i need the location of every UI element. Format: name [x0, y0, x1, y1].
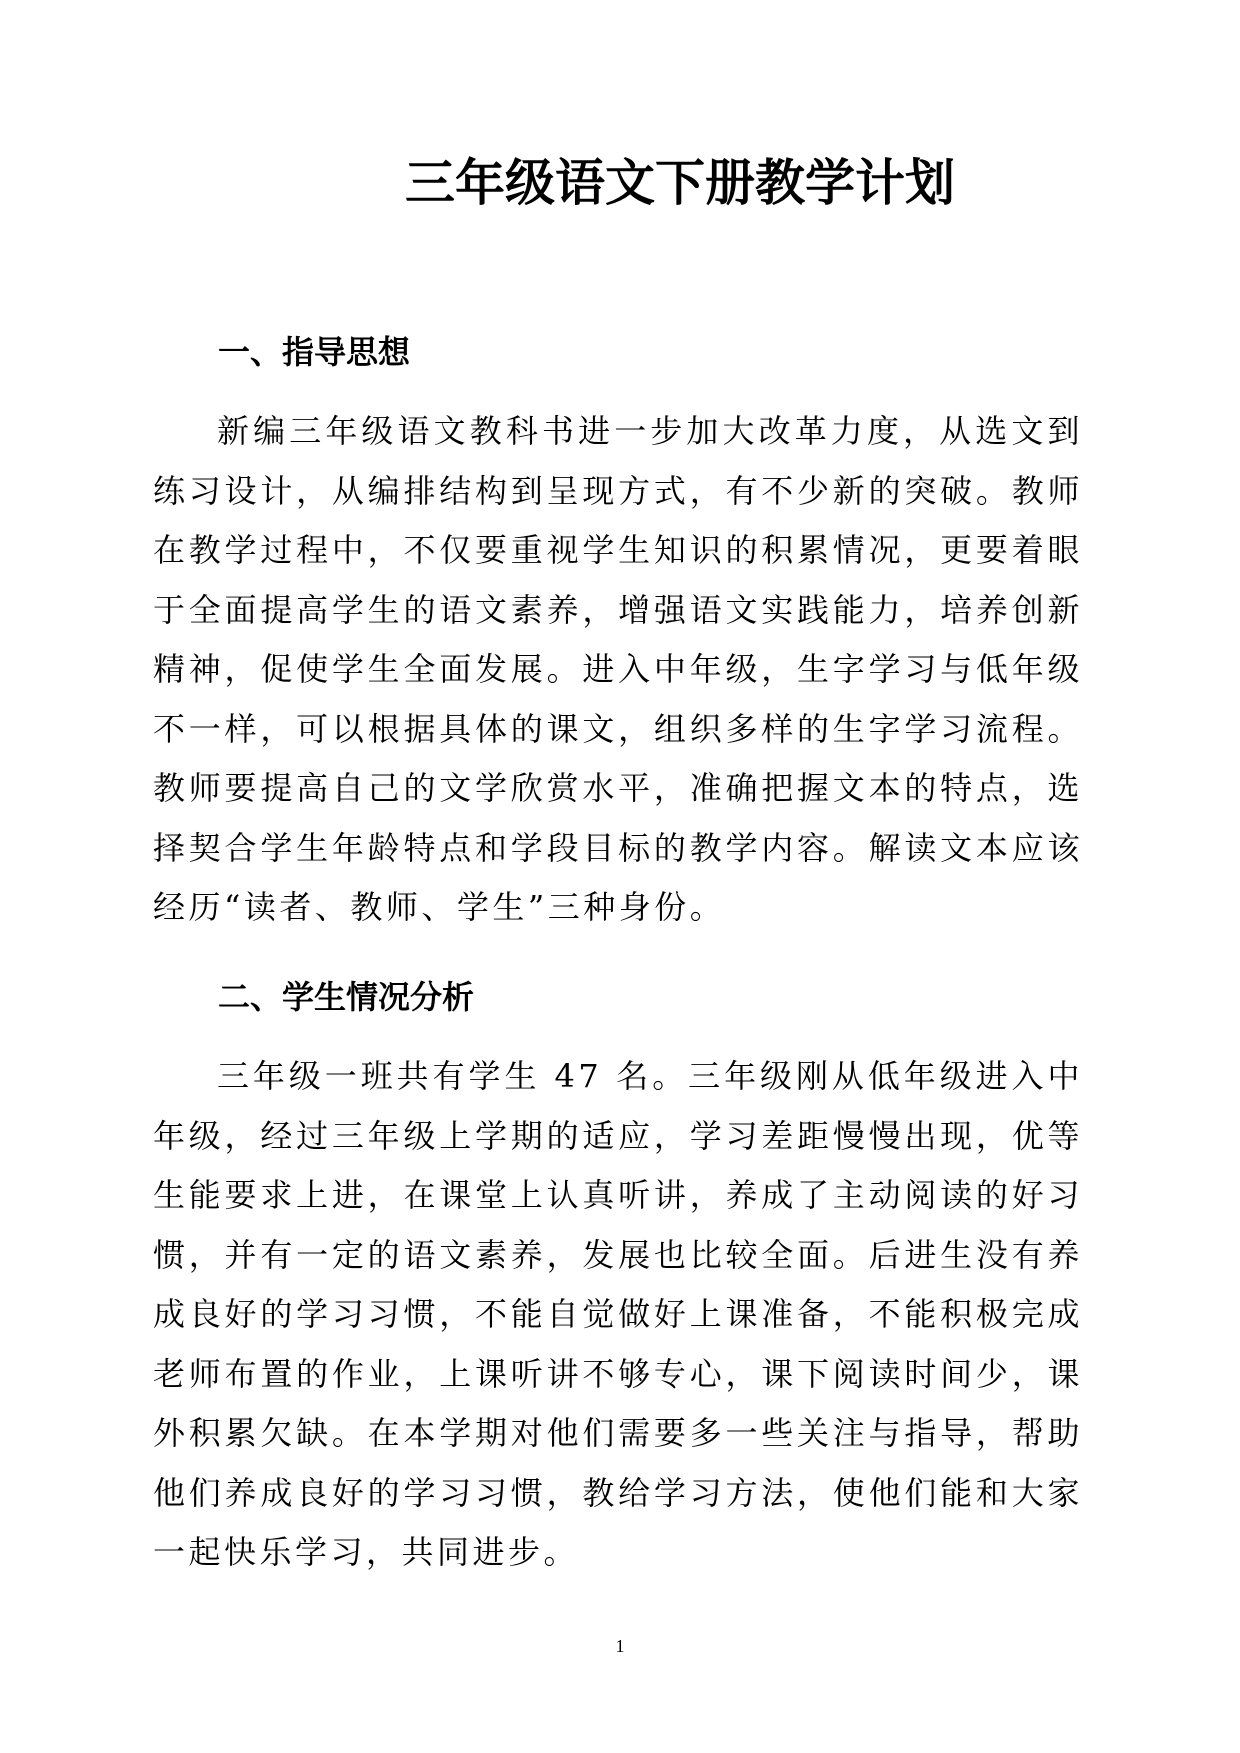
section-paragraph-student-analysis: 三年级一班共有学生 47 名。三年级刚从低年级进入中年级，经过三年级上学期的适应，学习差距慢慢出现，优等生能要求上进，在课堂上认真听讲，养成了主动阅读的好习惯，并有一定的语文素养，发展也比较全面。后进生没有养成良好的学习习惯，不能自觉做好上课准备，不能积极完成老师布置的作业，上课听讲不够专心，课下阅读时间少，课外积累欠缺。在本学期对他们需要多一些关注与指导，帮助他们养成良好的学习习惯，教给学习方法，使他们能和大家一起快乐学习，共同进步。: [153, 1057, 1083, 1571]
document-title: 三年级语文下册教学计划: [405, 153, 955, 212]
page-number: 1: [615, 1636, 625, 1656]
section-paragraph-guiding-ideology: 新编三年级语文教科书进一步加大改革力度，从选文到练习设计，从编排结构到呈现方式，有不少新的突破。教师在教学过程中，不仅要重视学生知识的积累情况，更要着眼于全面提高学生的语文素养，增强语文实践能力，培养创新精神，促使学生全面发展。进入中年级，生字学习与低年级不一样，可以根据具体的课文，组织多样的生字学习流程。教师要提高自己的文学欣赏水平，准确把握文本的特点，选择契合学生年龄特点和学段目标的教学内容。解读文本应该经历“读者、教师、学生”三种身份。: [153, 412, 1083, 926]
section-heading-guiding-ideology: 一、指导思想: [218, 333, 411, 371]
section-heading-student-analysis: 二、学生情况分析: [218, 978, 475, 1016]
